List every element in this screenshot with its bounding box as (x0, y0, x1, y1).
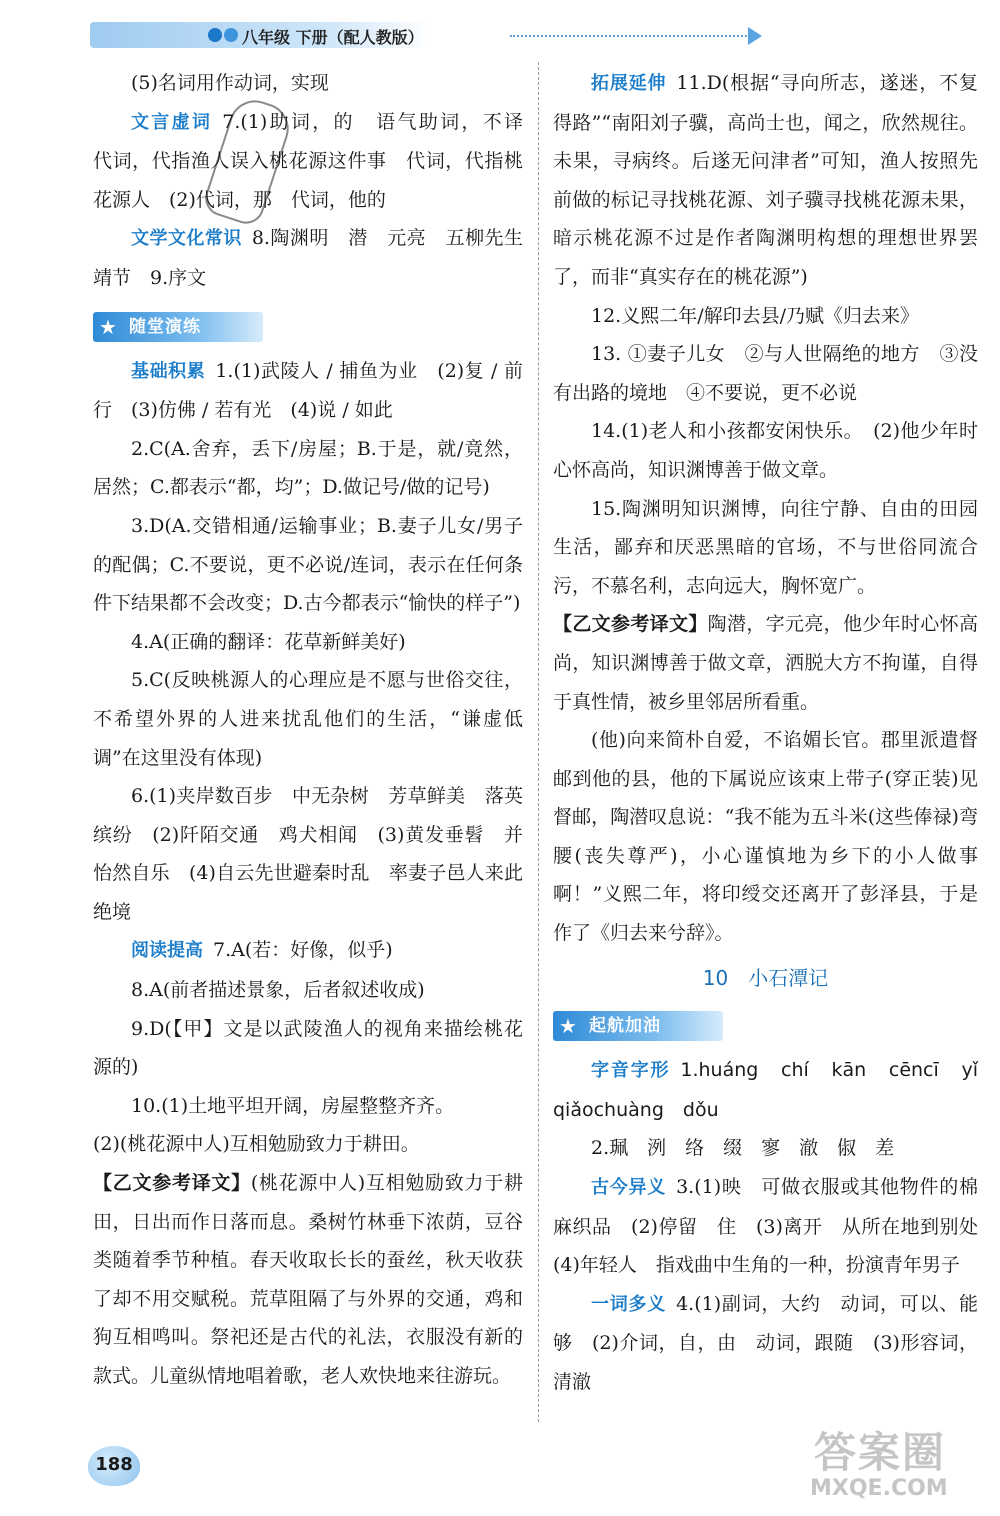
answer-q9: 9.D(【甲】文是以武陵渔人的视角来描绘桃花源的) (93, 1017, 523, 1079)
tag-gujin: 古今异义 (591, 1177, 667, 1199)
lesson-title: 10 小石潭记 (702, 965, 829, 990)
page-number: 188 (88, 1446, 140, 1486)
watermark (800, 1420, 990, 1510)
answer-zixing: 2.珮 洌 络 缀 寥 澈 俶 差 (591, 1137, 895, 1160)
tag-tuozhan: 拓展延伸 (591, 73, 667, 94)
tag-yici: 一词多义 (591, 1293, 667, 1315)
answer-q14: 14.(1)老人和小孩都安闲快乐。 (2)他少年时心怀高尚，知识渊博善于做文章。 (553, 420, 978, 481)
left-column (93, 64, 543, 1396)
answer-q10a: 10.(1)土地平坦开阔，房屋整整齐齐。 (131, 1094, 455, 1117)
answer-yici: 一词多义 4.(1)副词，大约 动词，可以、能够 (2)介词，自，由 动词，跟随 (3)形容词，清澈 (553, 1292, 979, 1393)
answer-q15: 15.陶渊明知识渊博，向往宁静、自由的田园生活，鄙弃和厌恶黑暗的官场，不与世俗同流合污，不慕名利，志向远大，胸怀宽广。 (553, 497, 978, 597)
star-icon: ★ (99, 314, 117, 339)
tag-ziyin: 字音字形 (591, 1060, 671, 1082)
tag-jichu: 基础积累 (131, 360, 206, 382)
answer-line: (5)名词用作动词，实现 (131, 72, 329, 94)
arrow-icon (748, 27, 762, 45)
answer-q2: 2.C(A.舍弃，丢下/房屋；B.于是，就/竟然，居然；C.都表示“都，均”；D.做记号/做的记号) (93, 437, 523, 499)
header-dot (224, 28, 238, 42)
watermark-logo: 答案圈 (814, 1428, 947, 1477)
answer-q10b: (2)(桃花源中人)互相勉励致力于耕田。 (93, 1133, 420, 1156)
answer-wenxue: 文学文化常识 8.陶渊明 潜 元亮 五柳先生 靖节 9.序文 (93, 227, 543, 289)
answer-q4: 4.A(正确的翻译：花草新鲜美好) (131, 630, 406, 653)
answer-q5: 5.C(反映桃源人的心理应是不愿与世俗交往，不希望外界的人进来扰乱他们的生活，“谦虚低调”在这里没有体现) (93, 669, 523, 769)
tag-wenyan: 文言虚词 (131, 111, 213, 133)
section-heading: ★ 起航加油 (553, 1011, 723, 1041)
star-icon: ★ (559, 1014, 577, 1039)
page-header (90, 18, 690, 54)
header-title: 八年级 下册（配人教版） (242, 28, 424, 47)
column-divider (538, 62, 539, 1422)
section-heading: ★ 随堂演练 (93, 312, 263, 342)
answer-q6: 6.(1)夹岸数百步 中无杂树 芳草鲜美 落英缤纷 (2)阡陌交通 鸡犬相闻 (3)黄发垂髫 并怡然自乐 (4)自云先世避秦时乱 率妻子邑人来此绝境 (93, 785, 523, 923)
right-column (553, 64, 998, 1402)
answer-q3: 3.D(A.交错相通/运输事业；B.妻子儿女/男子的配偶；C.不要说，更不必说/连词，表示在任何条件下结果都不会改变；D.古今都表示“愉快的样子”) (93, 514, 523, 615)
tag-wenxue: 文学文化常识 (131, 228, 242, 250)
answer-tuozhan: 拓展延伸 11.D(根据“寻向所志，遂迷，不复得路”“南阳刘子骥，高尚士也，闻之，欣然规往。未果，寻病终。后遂无问津者”可知，渔人按照先前做的标记寻找桃花源、刘子骥寻找桃花源未果，暗示桃花源不过是作者陶渊明构想的理想世界罢了，而非“真实存在的桃花源”) (553, 72, 979, 288)
answer-q12: 12.义熙二年/解印去县/乃赋《归去来》 (591, 304, 920, 327)
tag-yuedu: 阅读提高 (131, 940, 203, 962)
translation-left: 【乙文参考译文】(桃花源中人)互相勉励致力于耕田，日出而作日落而息。桑树竹林垂下浓荫，豆谷类随着季节种植。春天收取长长的蚕丝，秋天收获了却不用交赋税。荒草阻隔了与外界的交通，鸡和狗互相鸣叫。祭祀还是古代的礼法，衣服没有新的款式。儿童纵情地唱着歌，老人欢快地来往游玩。 (93, 1172, 523, 1387)
watermark-site: MXQE.COM (810, 1476, 948, 1501)
answer-wenyan: 文言虚词 7.(1)助词，的 语气助词，不译 代词，代指渔人误入桃花源这件事 代词，代指桃花源人 (2)代词，那 代词，他的 (93, 110, 543, 211)
answer-gujin: 古今异义 3.(1)映 可做衣服或其他物件的棉麻织品 (2)停留 住 (3)离开 从所在地到别处 (4)年轻人 指戏曲中生角的一种，扮演青年男子 (553, 1176, 998, 1277)
answer-q8: 8.A(前者描述景象，后者叙述收成) (131, 979, 425, 1002)
translation-right-2: (他)向来简朴自爱，不谄媚长官。郡里派遣督邮到他的县，他的下属说应该束上带子(穿正装)见督邮，陶潜叹息说：“我不能为五斗米(这些俸禄)弯腰(丧失尊严)，小心谨慎地为乡下的小人做事啊！”义熙二年，将印绶交还离开了彭泽县，于是作了《归去来兮辞》。 (553, 729, 978, 945)
answer-q13: 13. ①妻子儿女 ②与人世隔绝的地方 ③没有出路的境地 ④不要说，更不必说 (553, 343, 978, 404)
translation-right-1: 【乙文参考译文】陶潜，字元亮，他少年时心怀高尚，知识渊博善于做文章，洒脱大方不拘谨，自得于真性情，被乡里邻居所看重。 (553, 613, 978, 713)
header-dotted-line (510, 35, 750, 37)
answer-yuedu: 阅读提高 7.A(若：好像，似乎) (131, 939, 393, 962)
answer-jichu: 基础积累 1.(1)武陵人 / 捕鱼为业 (2)复 / 前行 (3)仿佛 / 若有光 (4)说 / 如此 (93, 359, 524, 422)
header-dot (208, 28, 222, 42)
answer-ziyin: 字音字形 1.huáng chí kān cēncī yǐ qiǎochuàng dǒu (553, 1059, 998, 1121)
